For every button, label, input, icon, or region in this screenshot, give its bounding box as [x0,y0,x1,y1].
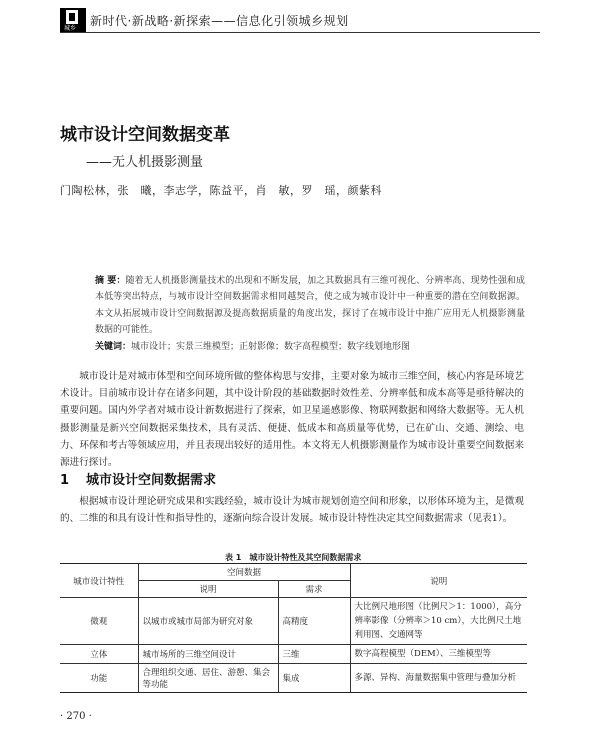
table-row [60,598,527,645]
running-header-title: 新时代·新战略·新探索——信息化引领城乡规划 [90,14,349,28]
cell-note: 大比例尺地形图（比例尺＞1：1000），高分辨率影像（分辨率＞10 cm），大比例尺土地利用图、交通网等 [350,598,527,645]
cell-note: 多源、异构、海量数据集中管理与叠加分析 [350,664,527,693]
cell-feature: 功能 [60,664,138,693]
cell-description: 合理组织交通、居住、游憩、集会等功能 [138,664,278,693]
section-number: 1 [60,473,70,488]
intro-paragraph: 城市设计是对城市体型和空间环境所做的整体构思与安排，主要对象为城市三维空间，核心内容是环境艺术设计。目前城市设计存在诸多问题，其中设计阶段的基础数据时效性差、分辨率低和成本高等是亟待解决的重要问题。国内外学者对城市设计新数据进行了探索，如卫星遥感影像、物联网数据和网络大数据等。无人机摄影测量是新兴空间数据采集技术，具有灵活、便捷、低成本和高质量等优势，已在矿山、交通、测绘、电力、环保和考古等领域应用，并且表现出较好的适用性。本文将无人机摄影测量作为城市设计重要空间数据来源进行探讨。 [60,371,524,469]
journal-logo [60,8,86,32]
header-spatial-data: 空间数据 [138,564,350,581]
keywords [95,339,525,352]
table-caption: 表 1 城市设计特性及其空间数据需求 [225,553,362,562]
table-row [60,664,527,693]
section-heading [60,469,216,488]
logo-text: 城乡 [64,25,77,32]
section-title: 城市设计空间数据需求 [86,473,217,488]
article-title: 城市设计空间数据变革 [60,125,230,145]
table-row [60,645,527,664]
header-description: 说明 [138,581,278,598]
logo-p-mark [66,10,78,24]
section-paragraph: 根据城市设计理论研究成果和实践经验，城市设计为城市规划创造空间和形象，以形体环境为主，是微观的、二维的和具有设计性和指导性的，逐渐向综合设计发展。城市设计特性决定其空间数据需求（见表1）。 [60,496,524,525]
article-subtitle: ——无人机摄影测量 [86,155,204,170]
cell-note: 数字高程模型（DEM）、三维模型等 [350,645,527,664]
cell-feature: 立体 [60,645,138,664]
keywords-text: 城市设计；实景三维模型；正射影像；数字高程模型；数字线划地形图 [131,342,411,352]
running-header [60,8,540,34]
cell-need: 集成 [278,664,350,693]
abstract-label: 摘 要： [95,276,126,286]
header-rule [60,32,540,33]
cell-description: 城市场所的三维空间设计 [138,645,278,664]
abstract [95,273,525,338]
author-list: 门陶松林，张 曦，李志学，陈益平，肖 敏，罗 瑶，颜紫科 [60,184,382,197]
header-note: 说明 [350,564,527,598]
cell-feature: 微观 [60,598,138,645]
header-feature: 城市设计特性 [60,564,138,598]
cell-need: 三维 [278,645,350,664]
abstract-text: 随着无人机摄影测量技术的出现和不断发展，加之其数据具有三维可视化、分辨率高、现势性强和成本低等突出特点，与城市设计空间数据需求相同越契合，使之成为城市设计中一种重要的潜在空间数据源。本文从拓展城市设计空间数据源及提高数据质量的角度出发，探讨了在城市设计中推广应用无人机摄影测量数据的可能性。 [95,276,525,335]
page-number: · 270 · [60,711,92,722]
cell-need: 高精度 [278,598,350,645]
header-need: 需求 [278,581,350,598]
design-features-table [60,563,527,693]
keywords-label: 关键词： [95,342,132,352]
cell-description: 以城市或城市局部为研究对象 [138,598,278,645]
